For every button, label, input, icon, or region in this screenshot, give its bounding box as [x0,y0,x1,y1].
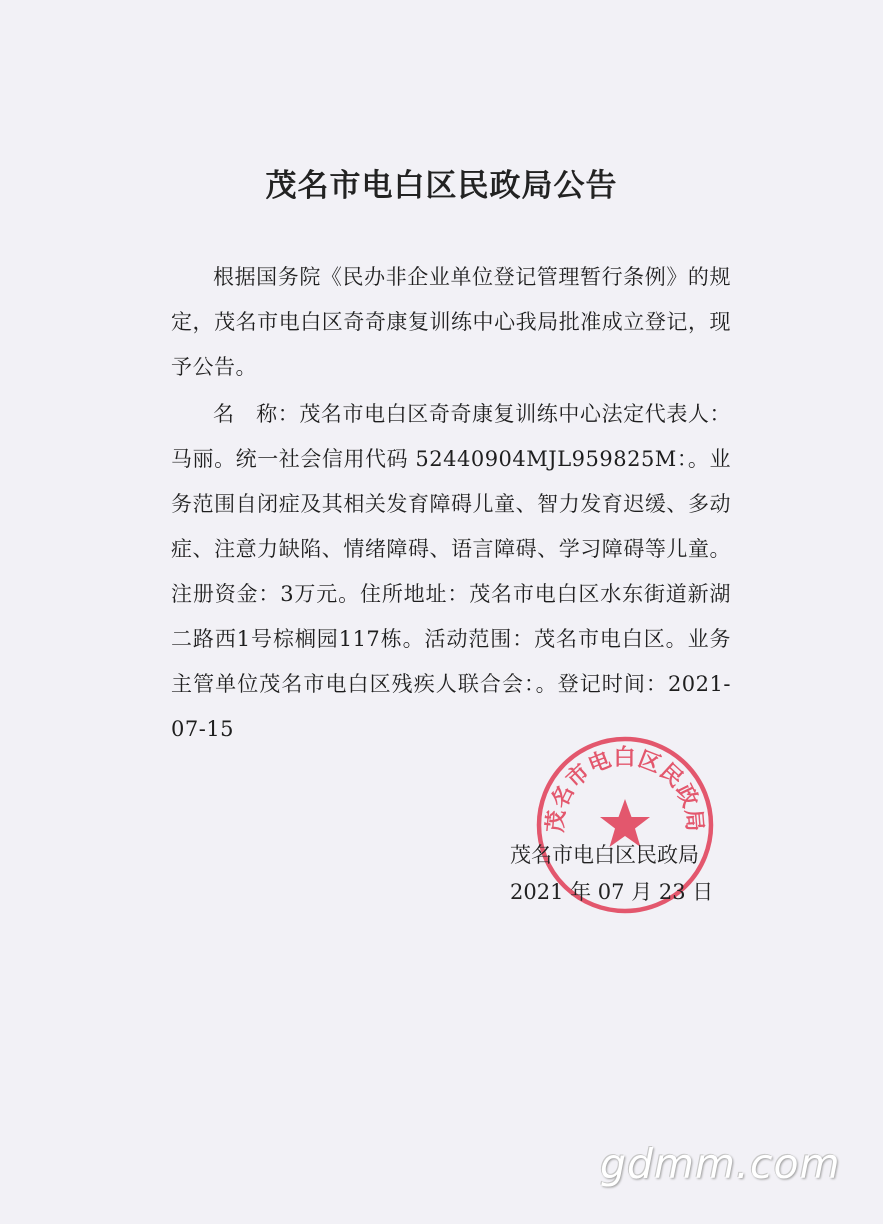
site-watermark: gdmm.com [600,1140,841,1188]
svg-text:茂名市电白区民政局: 茂名市电白区民政局 [543,745,707,834]
document-title: 茂名市电白区民政局公告 [265,168,618,204]
paragraph-announcement: 根据国务院《民办非企业单位登记管理暂行条例》的规定，茂名市电白区奇奇康复训练中心我局批准成立登记，现予公告。 [171,265,731,379]
signature-date: 2021 年 07 月 23 日 [510,880,714,904]
seal-star-icon [600,799,650,847]
paragraph-details: 名 称：茂名市电白区奇奇康复训练中心法定代表人：马丽。统一社会信用代码 52440904MJL959825M：。业务范围自闭症及其相关发育障碍儿童、智力发育迟缓、多动症、注意力缺陷、情绪障碍、语言障碍、学习障碍等儿童。注册资金：3万元。住所地址：茂名市电白区水东街道新湖二路西1号棕榈园117栋。活动范围：茂名市电白区。业务主管单位茂名市电白区残疾人联合会：。登记时间：2021-07-15 [171,402,731,741]
signature-organization: 茂名市电白区民政局 [510,843,699,867]
